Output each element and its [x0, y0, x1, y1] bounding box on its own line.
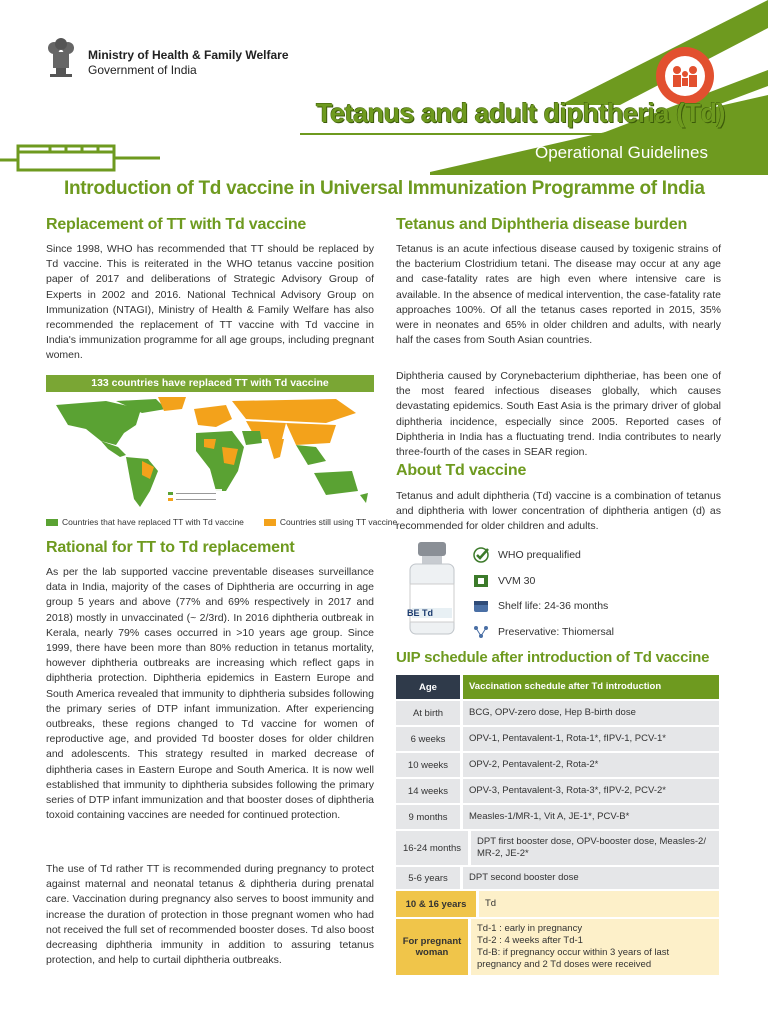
legend-replaced: Countries that have replaced TT with Td vaccine — [46, 517, 244, 527]
ministry-line1: Ministry of Health & Family Welfare — [88, 48, 289, 62]
td-vial-image — [404, 540, 460, 636]
table-row: 6 weeks OPV-1, Pentavalent-1, Rota-1*, fIPV-1, PCV-1* — [396, 727, 719, 751]
table-header-row — [396, 675, 719, 699]
main-title: Tetanus and adult diphtheria (Td) — [316, 98, 725, 128]
ministry-name — [88, 48, 289, 78]
table-row: 9 months Measles-1/MR-1, Vit A, JE-1*, PCV-B* — [396, 805, 719, 829]
table-row-td: 10 & 16 years Td — [396, 891, 719, 917]
ministry-line2: Government of India — [88, 63, 197, 77]
calendar-icon — [472, 598, 490, 614]
sec-rational-p2: The use of Td rather TT is recommended during pregnancy to protect against maternal and neonatal tetanus & diphtheria during prenatal care. Vaccination during pregnancy also serves to boost immunity and increase the duration of protection in those pregnant women who had not received the full set of recommended booster doses. Td also boost decreasing diphtheria immunity in addition to assuring tetanus protection, and help to curtail diphtheria outbreaks. — [46, 863, 374, 967]
map-title: 133 countries have replaced TT with Td vaccine — [46, 375, 374, 392]
table-header-age: Age — [396, 675, 460, 699]
sec-burden-p1: Tetanus is an acute infectious disease caused by toxigenic strains of the bacterium Clostridium tetani. The disease may occur at any age and case-fatality rates are high even where intensive care is available. In the absence of medical intervention, the case-fatality rate approaches 100%. Of all the tetanus cases reported in 2015, 35% were in neonates and 65% in older children and adults, with nearly half the cases from South Asian countries. — [396, 243, 721, 347]
feature-shelf-life: Shelf life: 24-36 months — [472, 598, 608, 614]
sec-replacement-heading: Replacement of TT with Td vaccine — [46, 216, 307, 233]
schedule-table — [396, 675, 719, 977]
table-row: 14 weeks OPV-3, Pentavalent-3, Rota-3*, fIPV-2, PCV-2* — [396, 779, 719, 803]
feature-vvm: VVM 30 — [472, 573, 535, 589]
sec-about-heading: About Td vaccine — [396, 462, 527, 479]
table-header-schedule: Vaccination schedule after Td introduction — [463, 675, 719, 699]
world-map — [46, 395, 374, 511]
vial-label: BE Td — [407, 608, 433, 618]
sec-burden-heading: Tetanus and Diphtheria disease burden — [396, 216, 688, 233]
legend-still-tt: Countries still using TT vaccine — [264, 517, 397, 527]
table-row: At birth BCG, OPV-zero dose, Hep B-birth dose — [396, 701, 719, 725]
feature-preservative: Preservative: Thiomersal — [472, 624, 614, 640]
sec-rational-heading: Rational for TT to Td replacement — [46, 539, 295, 556]
feature-who: WHO prequalified — [472, 547, 581, 563]
intro-title: Introduction of Td vaccine in Universal Immunization Programme of India — [64, 178, 705, 199]
national-emblem-icon — [44, 34, 78, 80]
table-row: 10 weeks OPV-2, Pentavalent-2, Rota-2* — [396, 753, 719, 777]
vvm-icon — [472, 573, 490, 589]
nhm-logo-icon — [655, 46, 715, 106]
subtitle: Operational Guidelines — [535, 143, 708, 162]
sec-schedule-heading: UIP schedule after introduction of Td vaccine — [396, 649, 710, 666]
molecule-icon — [472, 624, 490, 640]
sec-about-text: Tetanus and adult diphtheria (Td) vaccine is a combination of tetanus and diphtheria with lower concentration of diphtheria antigen (d) as recommended for older children and adults. — [396, 490, 721, 533]
map-legend — [46, 517, 397, 527]
sec-rational-p1: As per the lab supported vaccine preventable diseases surveillance data in India, majority of the cases of Diphtheria are occurring in age group 5 years and above (77% and 69% respectively in 2017 and 2018) mostly in unvaccinated (~ 2/3rd). In 2016 diphtheria outbreak in Kerala, nearly 79% cases occurred in >10 years age group. Since 1999, there have been more than 80% reduction in tetanus mortality, however diphtheria outbreaks are increasing which reflect gaps in diphtheria protection. Diphtheria epidemics in Eastern Europe and South America revealed that immunity to diphtheria subsides following the primary series of DTP infant immunization. After experiencing outbreaks, these regions changed to Td vaccine for women of reproductive age, and provided Td booster doses for older children and adolescents. This strategy resulted in marked decrease of diphtheria cases in Eastern Europe and South America. It is now well established that immunity to diphtheria subsides following the primary series of DTP infant immunization and that booster doses of diphtheria toxoid containing vaccines are needed for continued protection. — [46, 566, 374, 822]
sec-burden-p2: Diphtheria caused by Corynebacterium diphtheriae, has been one of the most feared infectious diseases globally, which causes devastating epidemics. South East Asia is the primary driver of global diphtheria incidence, especially since 2005. Reported cases of Diphtheria in India has a fluctuating trend. India contributes to nearly three-fourth of the cases in SEAR region. — [396, 370, 721, 459]
table-row: 5-6 years DPT second booster dose — [396, 867, 719, 889]
sec-replacement-text: Since 1998, WHO has recommended that TT should be replaced by Td vaccine. This is reiterated in the WHO tetanus vaccine position paper of 2017 and deliberations of Strategic Advisory Group of Experts in 2002 and 2016. National Technical Advisory Group on Immunization (NTAGI), Ministry of Health & Family Welfare has also recommended the replacement of TT vaccine with Td vaccine in India's immunization programme for all age groups, including pregnant women. — [46, 243, 374, 362]
check-icon — [472, 547, 490, 563]
table-row: 16-24 months DPT first booster dose, OPV-booster dose, Measles-2/ MR-2, JE-2* — [396, 831, 719, 865]
table-row-pregnant: For pregnant woman Td-1 : early in pregnancy Td-2 : 4 weeks after Td-1 Td-B: if pregnancy occur within 3 years of last pregnancy and 2 Td doses were received — [396, 919, 719, 975]
